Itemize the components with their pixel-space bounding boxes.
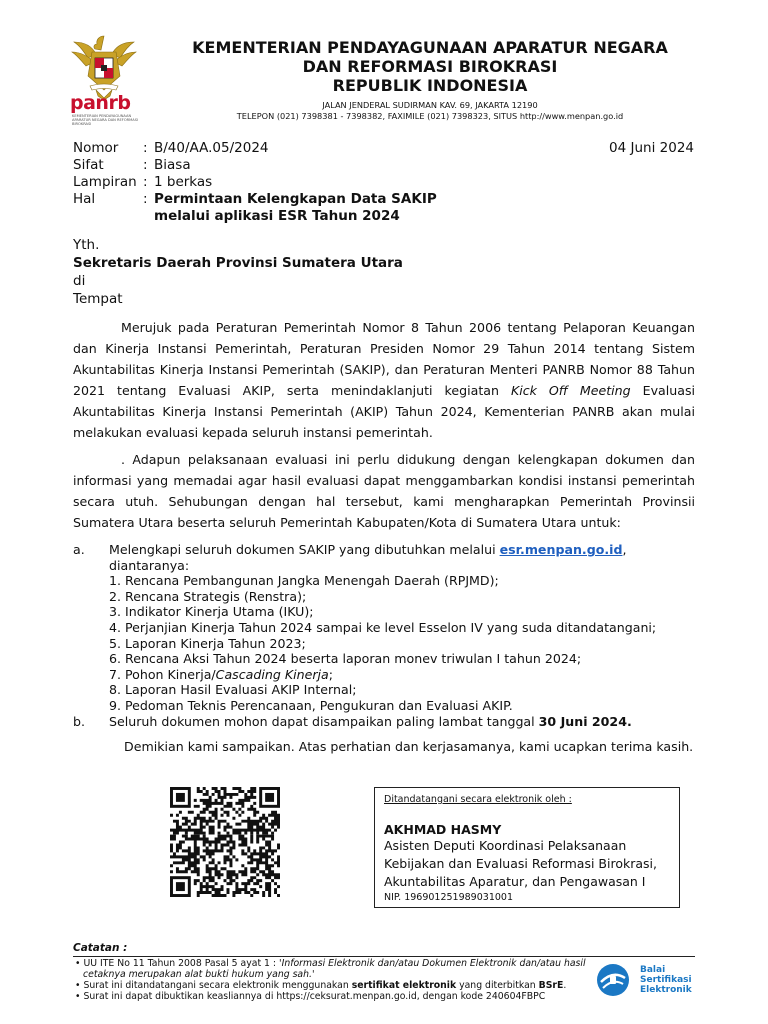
list-label-b: b. (73, 713, 85, 729)
doc-item-5: 5. Laporan Kinerja Tahun 2023; (109, 635, 306, 651)
list-a-text: Melengkapi seluruh dokumen SAKIP yang dibutuhkan melalui (109, 542, 500, 557)
hal-line-1: Permintaan Kelengkapan Data SAKIP (154, 191, 437, 207)
doc-item-4: 4. Perjanjian Kinerja Tahun 2024 sampai ke level Esselon IV yang suda ditandatangani; (109, 619, 657, 635)
doc-item-7-b: ; (328, 666, 333, 682)
letter-date: 04 Juni 2024 (609, 140, 694, 156)
bsre-line-2: Sertifikasi (640, 975, 692, 985)
esr-link[interactable]: esr.menpan.go.id (499, 542, 623, 557)
recipient-place: Tempat (73, 291, 123, 307)
signer-nip: NIP. 196901251989031001 (384, 892, 513, 903)
address-line: JALAN JENDERAL SUDIRMAN KAV. 69, JAKARTA 12190 (322, 100, 538, 110)
hal-line-2: melalui aplikasi ESR Tahun 2024 (154, 208, 400, 224)
doc-item-7 (109, 667, 703, 683)
note-2-bold2: BSrE (538, 980, 564, 991)
recipient-block (73, 236, 403, 308)
colon: : (143, 157, 148, 173)
ministry-heading (150, 38, 710, 95)
note-2 (75, 980, 590, 991)
list-item-a (73, 542, 703, 714)
doc-item-3: 3. Indikator Kinerja Utama (IKU); (109, 604, 314, 620)
paragraph-2 (73, 449, 695, 533)
qr-finder (265, 793, 274, 802)
ministry-line-2: DAN REFORMASI BIROKRASI (302, 57, 558, 76)
colon: : (143, 140, 148, 156)
recipient-name: Sekretaris Daerah Provinsi Sumatera Utara (73, 255, 403, 271)
note-2-c: . (563, 980, 567, 991)
recipient-di: di (73, 273, 86, 289)
ministry-address (150, 100, 710, 122)
note-2-bold: sertifikat elektronik (351, 980, 457, 991)
signer-title-1: Asisten Deputi Koordinasi Pelaksanaan (384, 838, 627, 853)
paragraph-2-text: . Adapun pelaksanaan evaluasi ini perlu didukung dengan kelengkapan dokumen dan informasi yang memadai agar hasil evaluasi dapat menggambarkan kondisi instansi pemerintah secara utuh. Sehubungan dengan hal tersebut, kami mengharapkan Pemerintah Provinsii Sumatera Utara beserta seluruh Pemerintah Kabupaten/Kota di Sumatera Utara untuk: (73, 452, 695, 530)
list-a-comma: , (622, 542, 627, 557)
qr-code (168, 787, 282, 897)
note-2-a: • Surat ini ditandatangani secara elektronik menggunakan (75, 980, 352, 991)
list-a-sub: diantaranya: (109, 557, 190, 573)
signer-title-3: Akuntabilitas Aparatur, dan Pengawasan I (384, 874, 646, 889)
nomor-label: Nomor (73, 140, 119, 156)
lampiran-label: Lampiran (73, 174, 137, 190)
panrb-logo-subtext: KEMENTERIAN PENDAYAGUNAAN APARATUR NEGARA DAN REFORMASI BIROKRASI (72, 114, 139, 126)
list-label-a: a. (73, 542, 85, 557)
doc-item-2: 2. Rencana Strategis (Renstra); (109, 588, 307, 604)
notes-list (75, 958, 590, 1002)
signature-box (374, 787, 680, 908)
paragraph-1 (73, 317, 695, 443)
ministry-line-1: KEMENTERIAN PENDAYAGUNAAN APARATUR NEGARA (192, 38, 668, 57)
signature-lead: Ditandatangani secara elektronik oleh : (384, 794, 572, 805)
note-3: • Surat ini dapat dibuktikan keasliannya di https://ceksurat.menpan.go.id, dengan kode 240604FBPC (75, 991, 546, 1002)
signer-name: AKHMAD HASMY (384, 822, 502, 837)
lampiran-value: 1 berkas (154, 174, 213, 190)
doc-item-6: 6. Rencana Aksi Tahun 2024 beserta laporan monev triwulan I tahun 2024; (109, 651, 582, 667)
contact-line: TELEPON (021) 7398381 - 7398382, FAXIMILE (021) 7398323, SITUS http://www.menpan.go.id (236, 111, 624, 121)
doc-item-7-italic: Cascading Kinerja (215, 666, 329, 682)
ministry-line-3: REPUBLIK INDONESIA (332, 76, 528, 95)
list-b-date: 30 Juni 2024. (538, 713, 632, 729)
doc-item-9: 9. Pedoman Teknis Perencanaan, Pengukuran dan Evaluasi AKIP. (109, 697, 513, 713)
note-1 (75, 958, 590, 980)
list-item-b (73, 714, 703, 730)
qr-finder (176, 882, 185, 891)
note-1-italic: 'Informasi Elektronik dan/atau Dokumen Elektronik dan/atau hasil cetaknya merupakan alat bukti hukum yang sah.' (83, 958, 586, 980)
doc-item-7-a: 7. Pohon Kinerja/ (109, 666, 216, 682)
panrb-logo-text: panrb (70, 92, 131, 114)
paragraph-1-a: Merujuk pada Peraturan Pemerintah Nomor 8 Tahun 2006 tentang Pelaporan Keuangan dan Kinerja Instansi Pemerintah, Peraturan Presiden Nomor 29 Tahun 2014 tentang Sistem Akuntabilitas Kinerja Instansi Pemerintah (SAKIP), dan Peraturan Menteri PANRB Nomor 88 Tahun 2021 tentang Evaluasi AKIP, serta menindaklanjuti kegiatan (73, 320, 695, 398)
doc-item-8: 8. Laporan Hasil Evaluasi AKIP Internal; (109, 682, 357, 698)
request-list (73, 542, 703, 729)
colon: : (143, 174, 148, 190)
recipient-yth: Yth. (73, 237, 100, 253)
sifat-label: Sifat (73, 157, 104, 173)
notes-divider (73, 956, 695, 957)
qr-finder (176, 793, 185, 802)
signer-title-2: Kebijakan dan Evaluasi Reformasi Birokrasi, (384, 856, 657, 871)
note-1-a: • UU ITE No 11 Tahun 2008 Pasal 5 ayat 1 : (75, 958, 280, 969)
paragraph-1-italic: Kick Off Meeting (510, 383, 631, 398)
paragraph-1-b: Evaluasi Akuntabilitas Kinerja Instansi Pemerintah (AKIP) Tahun 2024, Kementerian PANRB akan mulai melakukan evaluasi kepada seluruh instansi pemerintah. (73, 383, 696, 440)
letter-meta (73, 140, 437, 225)
list-b-text: Seluruh dokumen mohon dapat disampaikan paling lambat tanggal (109, 713, 539, 729)
closing-sentence: Demikian kami sampaikan. Atas perhatian dan kerjasamanya, kami ucapkan terima kasih. (124, 739, 694, 754)
doc-item-1: 1. Rencana Pembangunan Jangka Menengah Daerah (RPJMD); (109, 573, 499, 589)
note-2-b: yang diterbitkan (456, 980, 539, 991)
hal-label: Hal (73, 191, 96, 207)
bsre-line-3: Elektronik (640, 985, 692, 995)
nomor-value: B/40/AA.05/2024 (154, 140, 269, 156)
colon: : (143, 191, 148, 207)
bsre-line-1: Balai (640, 965, 666, 975)
bsre-logo-text (640, 965, 692, 995)
sifat-value: Biasa (154, 157, 191, 173)
notes-title: Catatan : (73, 942, 128, 954)
